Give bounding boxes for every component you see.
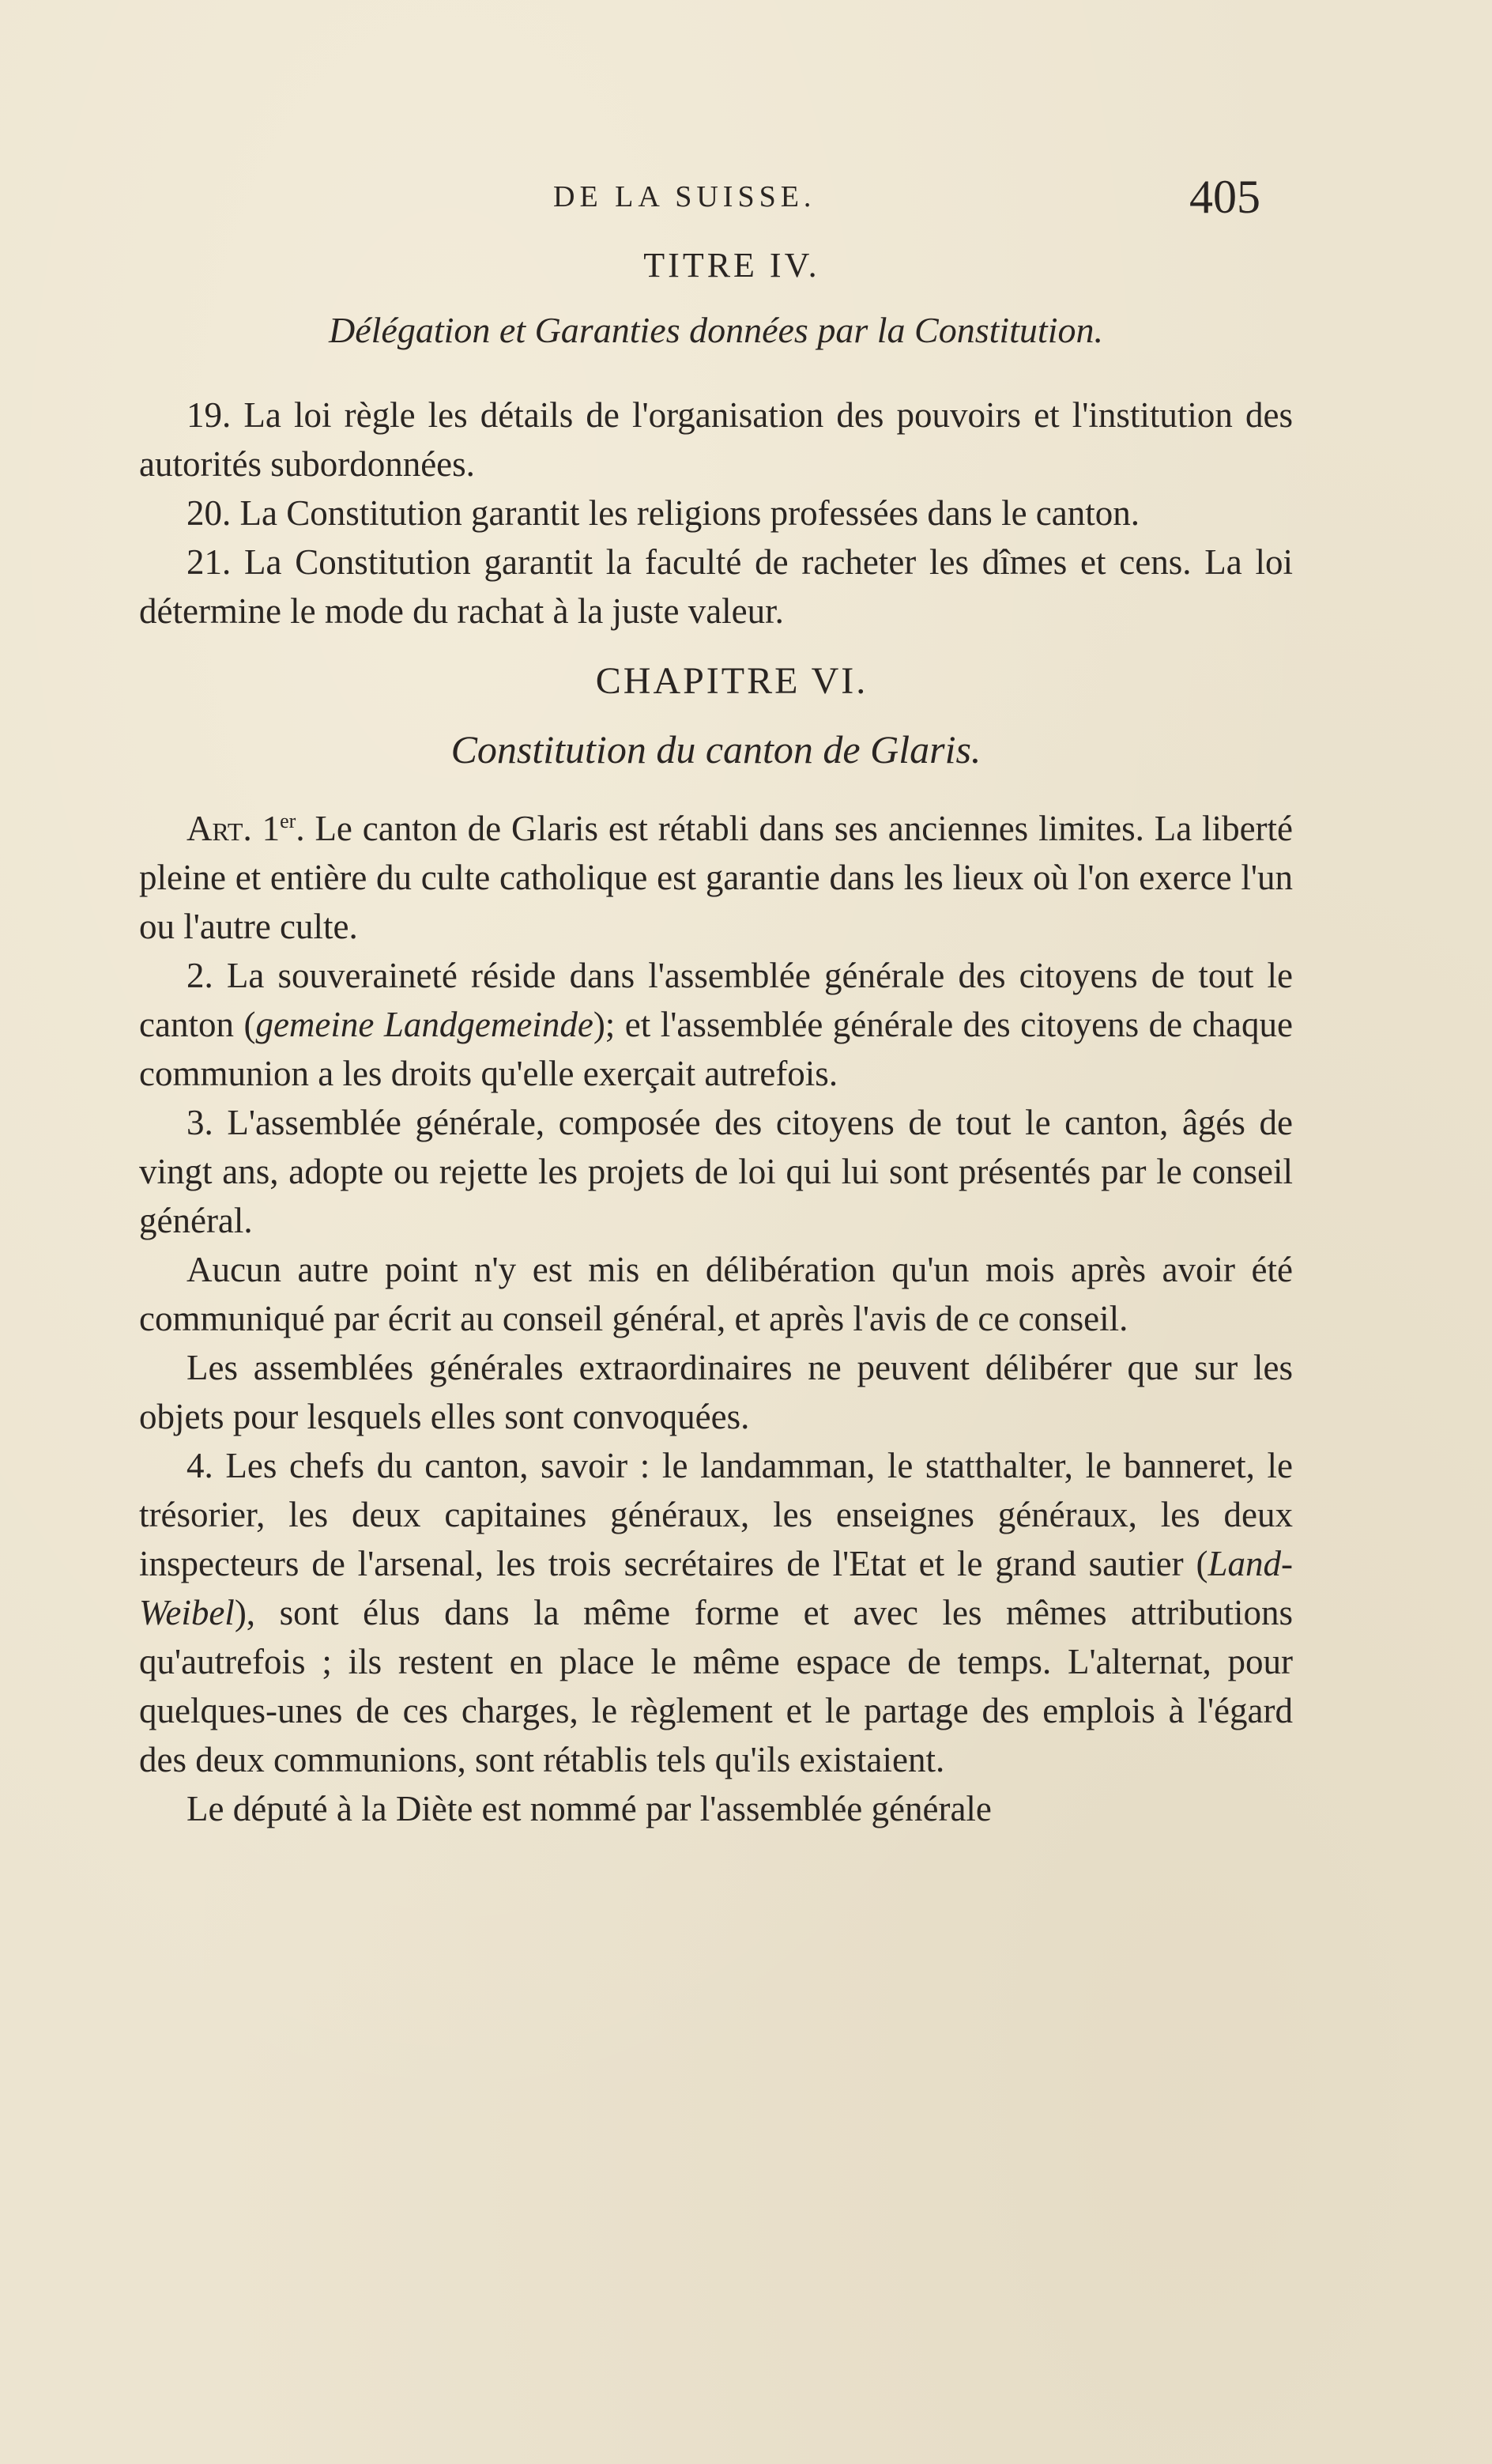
article-3: 3. L'assemblée générale, composée des citoyens de tout le canton, âgés de vingt ans, adopte ou rejette les projets de loi qui lui sont présentés par le conseil général. [139,1103,1293,1240]
article-3-para-3: Les assemblées générales extraordinaires ne peuvent délibérer que sur les objets pour lesquels elles sont convoquées. [139,1348,1293,1436]
article-2-italic: gemeine Landgemeinde [255,1005,593,1044]
article-3-para-2: Aucun autre point n'y est mis en délibération qu'un mois après avoir été communiqué par écrit au conseil général, et après l'avis de ce conseil. [139,1250,1293,1338]
article-4 [139,1441,1293,1784]
article-20: 20. La Constitution garantit les religions professées dans le canton. [186,493,1140,533]
titre-heading: TITRE IV. [643,246,820,285]
article-1-label-sup: er [280,809,296,832]
article-2-text-after: ); et l'assemblée générale des citoyens de chaque communion a les droits qu'elle exerçait autrefois. [139,1005,1294,1093]
article-4-italic: Land-Weibel [139,1544,1293,1632]
chapitre-subtitle: Constitution du canton de Glaris. [450,727,981,772]
article-21: 21. La Constitution garantit la faculté de racheter les dîmes et cens. La loi détermine le mode du rachat à la juste valeur. [139,542,1293,631]
article-1-text: . Le canton de Glaris est rétabli dans ses anciennes limites. La liberté pleine et entière du culte catholique est garantie dans les lieux où l'on exerce l'un ou l'autre culte. [139,809,1293,946]
chapitre-heading: CHAPITRE VI. [595,660,868,702]
article-19: 19. La loi règle les détails de l'organisation des pouvoirs et l'institution des autorités subordonnées. [139,395,1293,484]
article-4-text-before: 4. Les chefs du canton, savoir : le landamman, le statthalter, le banneret, le trésorier, les deux capitaines généraux, les enseignes généraux, les deux inspecteurs de l'arsenal, les trois secrétaires de l'Etat et le grand sautier ( [139,1446,1293,1583]
article-4-text-after: ), sont élus dans la même forme et avec les mêmes attributions qu'autrefois ; ils restent en place le même espace de temps. L'alternat, pour quelques-unes de ces charges, le règlement et le partage des emplois à l'égard des deux communions, sont rétablis tels qu'ils existaient. [139,1593,1293,1779]
article-1-label: Art. 1 [186,809,281,848]
last-line: Le député à la Diète est nommé par l'assemblée générale [186,1789,992,1828]
article-1 [139,804,1293,951]
article-2 [139,951,1293,1098]
running-title: DE LA SUISSE. [553,180,816,213]
running-head [0,170,1492,225]
article-2-text-before: 2. La souveraineté réside dans l'assemblée générale des citoyens de tout le canton ( [139,956,1293,1044]
page-body [139,245,1293,1833]
page-number: 405 [1189,171,1260,223]
titre-subtitle: Délégation et Garanties données par la Constitution. [329,310,1103,350]
